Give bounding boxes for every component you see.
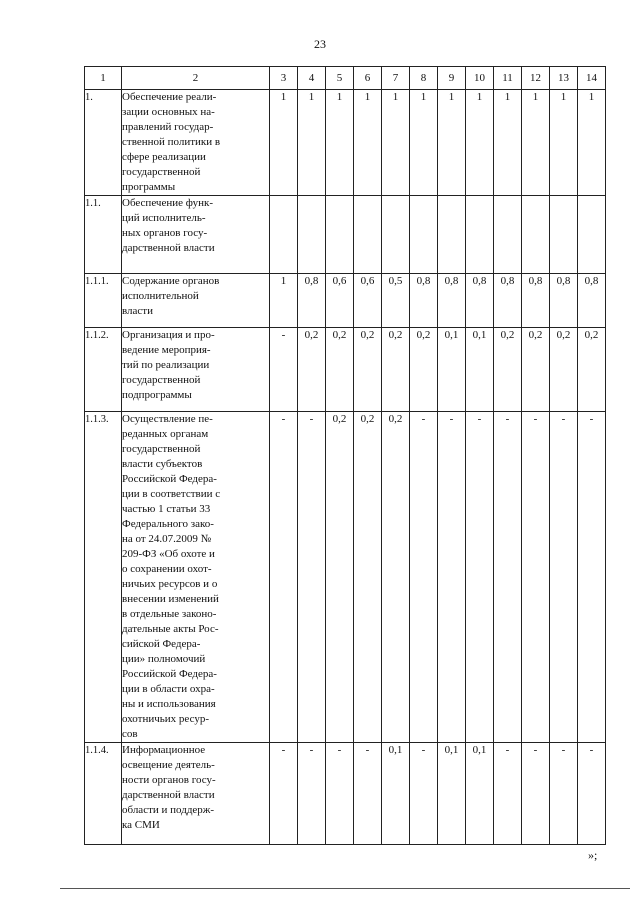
row-name-line: ничьих ресурсов и о — [122, 578, 218, 590]
value-cell: - — [298, 412, 326, 743]
page-number: 23 — [314, 37, 326, 51]
row-name-line: правлений государ- — [122, 121, 214, 133]
table-row — [85, 90, 606, 196]
row-name-line: частью 1 статьи 33 — [122, 503, 211, 515]
value-cell: 1 — [326, 90, 354, 196]
row-name — [122, 196, 270, 274]
value-cell: 0,8 — [550, 274, 578, 328]
row-name-line: ции» полномочий — [122, 653, 206, 665]
row-name-line: Обеспечение реали- — [122, 91, 217, 103]
value-cell: - — [270, 743, 298, 845]
row-name-line: Обеспечение функ- — [122, 197, 213, 209]
table-row — [85, 743, 606, 845]
value-cell: 1 — [270, 90, 298, 196]
row-name-line: дательные акты Рос- — [122, 623, 219, 635]
value-cell: 0,6 — [354, 274, 382, 328]
header-row — [85, 67, 606, 90]
value-cell — [354, 196, 382, 274]
value-cell: 0,2 — [578, 328, 606, 412]
value-cell: - — [326, 743, 354, 845]
row-name-line: зации основных на- — [122, 106, 215, 118]
value-cell: 0,8 — [466, 274, 494, 328]
row-name-line: Российской Федера- — [122, 668, 217, 680]
header-cell: 6 — [354, 67, 382, 90]
row-name-line: Содержание органов — [122, 275, 220, 287]
table-row — [85, 328, 606, 412]
row-number: 1.1.4. — [85, 743, 122, 845]
value-cell: - — [410, 412, 438, 743]
value-cell: 0,2 — [382, 412, 410, 743]
end-mark: »; — [588, 848, 598, 862]
value-cell: 0,8 — [438, 274, 466, 328]
value-cell: - — [578, 743, 606, 845]
row-name-line: ка СМИ — [122, 819, 160, 831]
value-cell: 1 — [298, 90, 326, 196]
value-cell: 0,1 — [382, 743, 410, 845]
header-cell: 11 — [494, 67, 522, 90]
value-cell — [578, 196, 606, 274]
row-name-line: охотничьих ресур- — [122, 713, 209, 725]
row-name-line: власти субъектов — [122, 458, 203, 470]
value-cell — [382, 196, 410, 274]
value-cell — [410, 196, 438, 274]
row-name-line: подпрограммы — [122, 389, 192, 401]
row-number: 1.1. — [85, 196, 122, 274]
header-cell: 7 — [382, 67, 410, 90]
value-cell: 0,2 — [410, 328, 438, 412]
row-name-line: государственной — [122, 374, 201, 386]
header-cell: 12 — [522, 67, 550, 90]
row-name-line: в отдельные законо- — [122, 608, 217, 620]
row-name — [122, 274, 270, 328]
row-name-line: внесении изменений — [122, 593, 219, 605]
value-cell: 0,8 — [410, 274, 438, 328]
value-cell — [466, 196, 494, 274]
header-cell: 3 — [270, 67, 298, 90]
row-name-line: ведение мероприя- — [122, 344, 211, 356]
value-cell: 1 — [410, 90, 438, 196]
row-number: 1.1.1. — [85, 274, 122, 328]
row-name — [122, 328, 270, 412]
value-cell: 0,2 — [382, 328, 410, 412]
row-name — [122, 90, 270, 196]
value-cell: 0,8 — [578, 274, 606, 328]
row-name-line: области и поддерж- — [122, 804, 215, 816]
value-cell: - — [270, 328, 298, 412]
header-cell: 5 — [326, 67, 354, 90]
value-cell: 0,1 — [438, 743, 466, 845]
value-cell: 0,2 — [298, 328, 326, 412]
value-cell: - — [270, 412, 298, 743]
row-number: 1. — [85, 90, 122, 196]
row-name-line: государственной — [122, 166, 201, 178]
row-name-line: о сохранении охот- — [122, 563, 212, 575]
value-cell: - — [298, 743, 326, 845]
row-name-line: ции в соответствии с — [122, 488, 221, 500]
header-cell: 1 — [85, 67, 122, 90]
value-cell: - — [522, 412, 550, 743]
value-cell — [494, 196, 522, 274]
row-name-line: дарственной власти — [122, 242, 215, 254]
value-cell: 0,2 — [522, 328, 550, 412]
value-cell: 1 — [438, 90, 466, 196]
table-row — [85, 412, 606, 743]
row-number: 1.1.3. — [85, 412, 122, 743]
value-cell: 1 — [578, 90, 606, 196]
row-name-line: реданных органам — [122, 428, 209, 440]
row-name-line: сийской Федера- — [122, 638, 201, 650]
value-cell: 0,8 — [494, 274, 522, 328]
value-cell: 0,2 — [326, 328, 354, 412]
value-cell: 1 — [270, 274, 298, 328]
row-name-line: тий по реализации — [122, 359, 210, 371]
row-name-line: исполнительной — [122, 290, 199, 302]
row-name-line: ности органов госу- — [122, 774, 216, 786]
value-cell: - — [438, 412, 466, 743]
value-cell: 1 — [466, 90, 494, 196]
value-cell: - — [578, 412, 606, 743]
row-name-line: Осуществление пе- — [122, 413, 213, 425]
row-name-line: власти — [122, 305, 153, 317]
row-name-line: на от 24.07.2009 № — [122, 533, 212, 545]
header-cell: 8 — [410, 67, 438, 90]
value-cell: - — [550, 743, 578, 845]
page-bottom-line — [60, 888, 630, 889]
value-cell: 0,2 — [550, 328, 578, 412]
header-cell: 4 — [298, 67, 326, 90]
row-name-line: сов — [122, 728, 138, 740]
header-cell: 13 — [550, 67, 578, 90]
row-name — [122, 743, 270, 845]
data-table — [84, 66, 606, 845]
value-cell: - — [466, 412, 494, 743]
value-cell — [438, 196, 466, 274]
row-name-line: сфере реализации — [122, 151, 206, 163]
value-cell: 0,2 — [326, 412, 354, 743]
row-name-line: Федерального зако- — [122, 518, 214, 530]
value-cell — [522, 196, 550, 274]
value-cell: 0,8 — [298, 274, 326, 328]
value-cell: 0,2 — [354, 412, 382, 743]
row-name-line: дарственной власти — [122, 789, 215, 801]
table-row — [85, 274, 606, 328]
row-name-line: ций исполнитель- — [122, 212, 206, 224]
row-name-line: освещение деятель- — [122, 759, 215, 771]
row-name-line: 209-ФЗ «Об охоте и — [122, 548, 215, 560]
header-cell: 9 — [438, 67, 466, 90]
value-cell: - — [550, 412, 578, 743]
value-cell: 0,2 — [354, 328, 382, 412]
row-number: 1.1.2. — [85, 328, 122, 412]
value-cell: - — [494, 743, 522, 845]
row-name-line: ны и использования — [122, 698, 216, 710]
value-cell: 0,1 — [438, 328, 466, 412]
row-name-line: ции в области охра- — [122, 683, 215, 695]
header-cell: 10 — [466, 67, 494, 90]
value-cell: - — [522, 743, 550, 845]
value-cell: 0,1 — [466, 328, 494, 412]
value-cell: 1 — [522, 90, 550, 196]
header-cell: 14 — [578, 67, 606, 90]
row-name-line: Информационное — [122, 744, 206, 756]
row-name-line: государственной — [122, 443, 201, 455]
value-cell — [550, 196, 578, 274]
value-cell — [326, 196, 354, 274]
value-cell: 1 — [354, 90, 382, 196]
value-cell: 0,2 — [494, 328, 522, 412]
value-cell: 1 — [550, 90, 578, 196]
header-cell: 2 — [122, 67, 270, 90]
value-cell: - — [494, 412, 522, 743]
table-row — [85, 196, 606, 274]
row-name-line: ственной политики в — [122, 136, 221, 148]
value-cell: 0,6 — [326, 274, 354, 328]
row-name-line: ных органов госу- — [122, 227, 208, 239]
value-cell: 1 — [494, 90, 522, 196]
value-cell: 0,5 — [382, 274, 410, 328]
value-cell: 0,8 — [522, 274, 550, 328]
row-name-line: Организация и про- — [122, 329, 215, 341]
row-name-line: программы — [122, 181, 176, 193]
value-cell: - — [410, 743, 438, 845]
value-cell — [270, 196, 298, 274]
table-body — [85, 90, 606, 845]
row-name — [122, 412, 270, 743]
value-cell: 1 — [382, 90, 410, 196]
value-cell: - — [354, 743, 382, 845]
value-cell — [298, 196, 326, 274]
value-cell: 0,1 — [466, 743, 494, 845]
row-name-line: Российской Федера- — [122, 473, 217, 485]
